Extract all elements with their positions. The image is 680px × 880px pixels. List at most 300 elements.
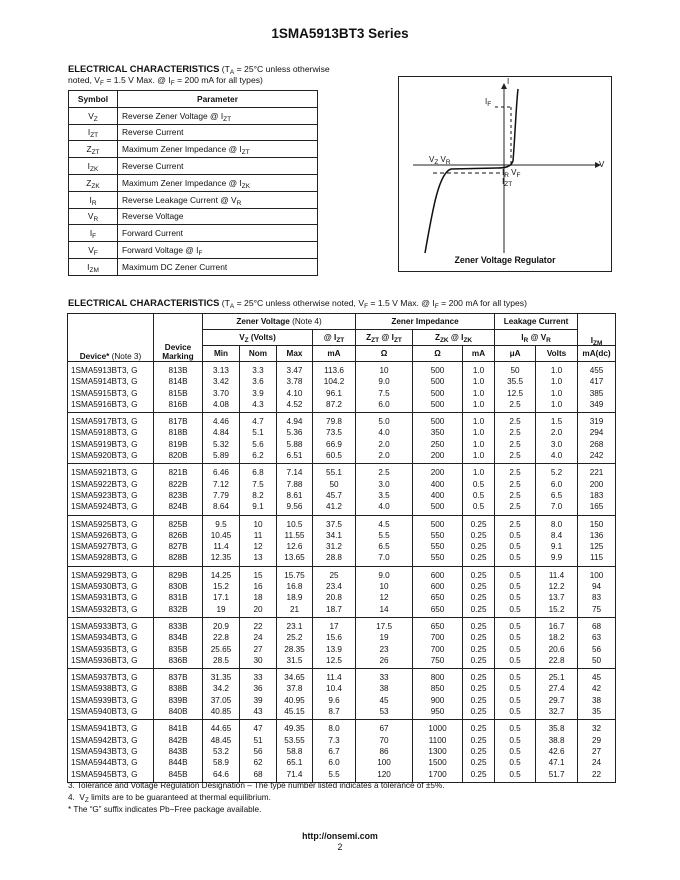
table-cell: 268 — [578, 439, 616, 450]
table-cell: 16.8 — [277, 581, 313, 592]
table-cell: 32 — [578, 720, 616, 735]
table-cell: 1.0 — [536, 388, 578, 399]
table-cell: 45 — [578, 669, 616, 684]
table-cell: 1SMA5938BT3, G — [68, 683, 154, 694]
page-number: 2 — [337, 842, 343, 852]
ua-header: μA — [495, 346, 536, 362]
table-cell: 34.1 — [313, 530, 356, 541]
table-cell: 49.35 — [277, 720, 313, 735]
table-cell: 0.25 — [463, 720, 495, 735]
table-cell: 4.0 — [536, 450, 578, 464]
table-cell: 22 — [578, 769, 616, 783]
table-cell: 5.5 — [356, 530, 413, 541]
table-cell: 1000 — [413, 720, 463, 735]
table-cell: 0.5 — [495, 706, 536, 720]
table-cell: 18.7 — [313, 604, 356, 618]
table-row — [68, 541, 616, 552]
table-cell: 417 — [578, 376, 616, 387]
table-cell: 7.79 — [203, 490, 240, 501]
table-cell: 39 — [240, 695, 277, 706]
table-cell: 1.0 — [463, 464, 495, 479]
table-cell: 1SMA5942BT3, G — [68, 735, 154, 746]
table-cell: 28.8 — [313, 552, 356, 566]
table-row — [68, 413, 616, 428]
table-cell: 11.4 — [313, 669, 356, 684]
table-cell: 53.55 — [277, 735, 313, 746]
table-cell: 13.9 — [313, 644, 356, 655]
table-cell: 62 — [240, 757, 277, 768]
table-cell: 1500 — [413, 757, 463, 768]
table-cell: 100 — [578, 566, 616, 581]
table-cell: 43 — [240, 706, 277, 720]
table-cell: 1.0 — [463, 399, 495, 413]
table-cell: 45 — [356, 695, 413, 706]
table-row — [68, 604, 616, 618]
table-cell: 818B — [154, 427, 203, 438]
table-cell: 28.35 — [277, 644, 313, 655]
table-cell: 9.9 — [536, 552, 578, 566]
table-row — [68, 515, 616, 530]
table-cell: 183 — [578, 490, 616, 501]
table-cell: 0.25 — [463, 683, 495, 694]
table-cell: 7.5 — [240, 479, 277, 490]
table-cell: 950 — [413, 706, 463, 720]
table-cell: 1SMA5931BT3, G — [68, 592, 154, 603]
table-row — [68, 757, 616, 768]
table-cell: 1SMA5915BT3, G — [68, 388, 154, 399]
table-cell: 830B — [154, 581, 203, 592]
table-cell: 38 — [356, 683, 413, 694]
table-cell: 1.0 — [536, 399, 578, 413]
table-cell: 1SMA5924BT3, G — [68, 501, 154, 515]
table-cell: 1SMA5930BT3, G — [68, 581, 154, 592]
table-cell: 821B — [154, 464, 203, 479]
table-cell: 67 — [356, 720, 413, 735]
table-cell: 23 — [356, 644, 413, 655]
table-cell: 0.5 — [463, 490, 495, 501]
table-cell: 6.7 — [313, 746, 356, 757]
table-cell: 8.7 — [313, 706, 356, 720]
table-cell: 17.1 — [203, 592, 240, 603]
table-cell: 51.7 — [536, 769, 578, 783]
table-cell: 1.5 — [536, 413, 578, 428]
zener-impedance-header: Zener Impedance — [356, 314, 495, 330]
table-cell: 14.25 — [203, 566, 240, 581]
table-cell: 150 — [578, 515, 616, 530]
madc-header: mA(dc) — [578, 346, 616, 362]
table-cell: 20.8 — [313, 592, 356, 603]
ma2-header: mA — [463, 346, 495, 362]
table-row — [68, 720, 616, 735]
table-cell: 3.6 — [240, 376, 277, 387]
table-cell: 87.2 — [313, 399, 356, 413]
table-cell: 8.61 — [277, 490, 313, 501]
zzt-header: $Z_{ZT}$ @ $I_{ZT}$ — [356, 330, 413, 346]
table-cell: 63 — [578, 632, 616, 643]
table-cell: 824B — [154, 501, 203, 515]
table-row — [68, 735, 616, 746]
table-cell: 700 — [413, 644, 463, 655]
table-cell: 1100 — [413, 735, 463, 746]
table-cell: 1.0 — [536, 376, 578, 387]
table-cell: 5.5 — [313, 769, 356, 783]
table-cell: 242 — [578, 450, 616, 464]
table-cell: 2.0 — [356, 450, 413, 464]
table-cell: 200 — [413, 450, 463, 464]
table-cell: 25.65 — [203, 644, 240, 655]
table-cell: 3.13 — [203, 362, 240, 377]
ec-heading-1-conditions: ($T_A = 25^\circ C$ unless otherwise noted, $V_F = 1.5$ V Max. @ $I_F = 200$ mA for all types) — [68, 64, 330, 87]
table-cell: 500 — [413, 362, 463, 377]
table-cell: 1SMA5918BT3, G — [68, 427, 154, 438]
table-cell: 12.5 — [495, 388, 536, 399]
table-cell: 13.65 — [277, 552, 313, 566]
table-cell: 349 — [578, 399, 616, 413]
footer-url[interactable]: http://onsemi.com — [302, 831, 378, 841]
table-cell: 815B — [154, 388, 203, 399]
table-cell: 0.5 — [495, 735, 536, 746]
table-cell: 2.5 — [495, 464, 536, 479]
table-row — [68, 376, 616, 387]
at-izt-header: @ $I_{ZT}$ — [313, 330, 356, 346]
table-cell: 27.4 — [536, 683, 578, 694]
table-cell: 104.2 — [313, 376, 356, 387]
device-header: Device* (Note 3) — [68, 314, 154, 362]
table-cell: 6.0 — [536, 479, 578, 490]
table-cell: 1SMA5933BT3, G — [68, 617, 154, 632]
graph-caption: Zener Voltage Regulator — [454, 255, 556, 265]
table-cell: 7.88 — [277, 479, 313, 490]
table-cell: 1.0 — [463, 439, 495, 450]
table-cell: 6.46 — [203, 464, 240, 479]
table-cell: 500 — [413, 388, 463, 399]
table-cell: 5.36 — [277, 427, 313, 438]
symbol-row: $V_Z$ Reverse Zener Voltage @ $I_{ZT}$ — [69, 107, 318, 124]
table-cell: 1SMA5928BT3, G — [68, 552, 154, 566]
table-cell: 5.6 — [240, 439, 277, 450]
symbol-row: $Z_{ZK}$ Maximum Zener Impedance @ $I_{ZK}$ — [69, 174, 318, 191]
table-cell: 6.51 — [277, 450, 313, 464]
table-cell: 28.5 — [203, 655, 240, 669]
table-row — [68, 362, 616, 377]
table-cell: 2.5 — [495, 399, 536, 413]
table-cell: 844B — [154, 757, 203, 768]
table-cell: 0.5 — [495, 530, 536, 541]
table-cell: 4.5 — [356, 515, 413, 530]
table-cell: 23.4 — [313, 581, 356, 592]
table-cell: 66.9 — [313, 439, 356, 450]
table-cell: 350 — [413, 427, 463, 438]
table-cell: 7.14 — [277, 464, 313, 479]
table-cell: 0.5 — [495, 695, 536, 706]
table-cell: 37.05 — [203, 695, 240, 706]
table-cell: 0.25 — [463, 757, 495, 768]
table-cell: 600 — [413, 581, 463, 592]
table-cell: 100 — [356, 757, 413, 768]
table-cell: 37.8 — [277, 683, 313, 694]
marking-header: Device Marking — [154, 314, 203, 362]
table-cell: 15 — [240, 566, 277, 581]
table-cell: 30 — [240, 655, 277, 669]
symbol-table — [68, 90, 318, 276]
note-3: 3. Tolerance and Voltage Regulation Designation – The type number listed indicates a tolerance of ±5%. — [68, 781, 445, 790]
table-cell: 0.25 — [463, 746, 495, 757]
table-cell: 4.52 — [277, 399, 313, 413]
table-cell: 6.5 — [356, 541, 413, 552]
table-cell: 13.7 — [536, 592, 578, 603]
table-cell: 12.2 — [536, 581, 578, 592]
table-cell: 9.6 — [313, 695, 356, 706]
table-row — [68, 530, 616, 541]
table-row — [68, 632, 616, 643]
table-cell: 826B — [154, 530, 203, 541]
table-cell: 8.2 — [240, 490, 277, 501]
table-cell: 0.25 — [463, 769, 495, 783]
table-cell: 0.25 — [463, 706, 495, 720]
table-row — [68, 695, 616, 706]
table-cell: 79.8 — [313, 413, 356, 428]
table-cell: 1.0 — [463, 450, 495, 464]
table-cell: 0.5 — [495, 566, 536, 581]
table-cell: 1SMA5929BT3, G — [68, 566, 154, 581]
table-cell: 0.5 — [495, 683, 536, 694]
table-cell: 841B — [154, 720, 203, 735]
table-cell: 1SMA5925BT3, G — [68, 515, 154, 530]
table-cell: 11.55 — [277, 530, 313, 541]
table-cell: 38 — [578, 695, 616, 706]
table-cell: 4.10 — [277, 388, 313, 399]
table-cell: 15.75 — [277, 566, 313, 581]
table-cell: 14 — [356, 604, 413, 618]
table-cell: 0.5 — [495, 655, 536, 669]
table-cell: 45.7 — [313, 490, 356, 501]
table-cell: 820B — [154, 450, 203, 464]
table-cell: 21 — [277, 604, 313, 618]
ma-header: mA — [313, 346, 356, 362]
table-cell: 2.5 — [495, 479, 536, 490]
table-cell: 35.8 — [536, 720, 578, 735]
table-cell: 823B — [154, 490, 203, 501]
table-row — [68, 655, 616, 669]
table-cell: 11.4 — [536, 566, 578, 581]
table-cell: 500 — [413, 399, 463, 413]
table-row — [68, 552, 616, 566]
footnotes — [68, 780, 445, 816]
table-cell: 35.5 — [495, 376, 536, 387]
max-header: Max — [277, 346, 313, 362]
table-cell: 18.2 — [536, 632, 578, 643]
electrical-characteristics-table — [67, 313, 616, 783]
table-cell: 834B — [154, 632, 203, 643]
table-cell: 50 — [578, 655, 616, 669]
table-cell: 4.84 — [203, 427, 240, 438]
table-cell: 0.25 — [463, 655, 495, 669]
table-cell: 8.0 — [536, 515, 578, 530]
table-cell: 47.1 — [536, 757, 578, 768]
table-cell: 750 — [413, 655, 463, 669]
table-cell: 20.9 — [203, 617, 240, 632]
leakage-current-header: Leakage Current — [495, 314, 578, 330]
table-cell: 6.5 — [536, 490, 578, 501]
table-cell: 42 — [578, 683, 616, 694]
table-cell: 1.0 — [463, 362, 495, 377]
table-cell: 2.0 — [356, 439, 413, 450]
table-cell: 10 — [356, 362, 413, 377]
table-cell: 42.6 — [536, 746, 578, 757]
table-cell: 13 — [240, 552, 277, 566]
table-cell: 700 — [413, 632, 463, 643]
table-cell: 5.32 — [203, 439, 240, 450]
table-cell: 47 — [240, 720, 277, 735]
table-cell: 25 — [313, 566, 356, 581]
table-cell: 1.0 — [536, 362, 578, 377]
table-cell: 1.0 — [463, 427, 495, 438]
table-cell: 825B — [154, 515, 203, 530]
table-cell: 2.5 — [495, 439, 536, 450]
table-cell: 0.25 — [463, 515, 495, 530]
table-cell: 73.5 — [313, 427, 356, 438]
table-cell: 0.25 — [463, 695, 495, 706]
table-cell: 550 — [413, 530, 463, 541]
table-cell: 813B — [154, 362, 203, 377]
table-cell: 4.46 — [203, 413, 240, 428]
table-cell: 27 — [240, 644, 277, 655]
table-cell: 50 — [495, 362, 536, 377]
table-cell: 200 — [413, 464, 463, 479]
table-cell: 0.5 — [495, 669, 536, 684]
table-cell: 83 — [578, 592, 616, 603]
table-cell: 842B — [154, 735, 203, 746]
table-cell: 1SMA5939BT3, G — [68, 695, 154, 706]
table-cell: 650 — [413, 592, 463, 603]
table-cell: 4.94 — [277, 413, 313, 428]
table-cell: 1SMA5916BT3, G — [68, 399, 154, 413]
table-cell: 33 — [356, 669, 413, 684]
ec-heading-1-title: ELECTRICAL CHARACTERISTICS — [68, 63, 220, 74]
table-cell: 60.5 — [313, 450, 356, 464]
table-cell: 19 — [356, 632, 413, 643]
table-cell: 1SMA5919BT3, G — [68, 439, 154, 450]
table-cell: 832B — [154, 604, 203, 618]
table-cell: 650 — [413, 604, 463, 618]
table-cell: 0.5 — [495, 757, 536, 768]
table-cell: 64.6 — [203, 769, 240, 783]
table-cell: 9.0 — [356, 376, 413, 387]
table-cell: 0.25 — [463, 604, 495, 618]
table-cell: 500 — [413, 376, 463, 387]
table-cell: 9.56 — [277, 501, 313, 515]
footer — [0, 831, 680, 853]
table-cell: 3.0 — [536, 439, 578, 450]
table-cell: 0.5 — [463, 501, 495, 515]
table-cell: 16 — [240, 581, 277, 592]
table-cell: 17 — [313, 617, 356, 632]
parameter-col-header: Parameter — [118, 91, 318, 108]
table-cell: 24 — [240, 632, 277, 643]
table-cell: 0.5 — [495, 592, 536, 603]
table-row — [68, 683, 616, 694]
table-cell: 0.25 — [463, 581, 495, 592]
table-row — [68, 581, 616, 592]
table-cell: 45.15 — [277, 706, 313, 720]
table-cell: 6.2 — [240, 450, 277, 464]
table-cell: 3.42 — [203, 376, 240, 387]
table-cell: 8.4 — [536, 530, 578, 541]
table-cell: 115 — [578, 552, 616, 566]
table-cell: 34.65 — [277, 669, 313, 684]
table-cell: 40.95 — [277, 695, 313, 706]
table-cell: 2.0 — [536, 427, 578, 438]
table-cell: 68 — [578, 617, 616, 632]
table-cell: 1SMA5914BT3, G — [68, 376, 154, 387]
table-cell: 15.2 — [203, 581, 240, 592]
table-cell: 70 — [356, 735, 413, 746]
zzk-header: $Z_{ZK}$ @ $I_{ZK}$ — [413, 330, 495, 346]
table-cell: 3.47 — [277, 362, 313, 377]
table-row — [68, 592, 616, 603]
table-cell: 550 — [413, 541, 463, 552]
table-cell: 5.1 — [240, 427, 277, 438]
symbol-row: $Z_{ZT}$ Maximum Zener Impedance @ $I_{ZT}$ — [69, 141, 318, 158]
table-cell: 1SMA5937BT3, G — [68, 669, 154, 684]
table-cell: 24 — [578, 757, 616, 768]
table-cell: 0.5 — [495, 644, 536, 655]
table-cell: 7.5 — [356, 388, 413, 399]
table-cell: 40.85 — [203, 706, 240, 720]
table-cell: 31.35 — [203, 669, 240, 684]
table-cell: 75 — [578, 604, 616, 618]
table-cell: 294 — [578, 427, 616, 438]
symbol-row: $I_R$ Reverse Leakage Current @ $V_R$ — [69, 191, 318, 208]
table-cell: 22.8 — [536, 655, 578, 669]
table-cell: 5.2 — [536, 464, 578, 479]
table-cell: 36 — [240, 683, 277, 694]
table-cell: 0.5 — [495, 769, 536, 783]
table-cell: 814B — [154, 376, 203, 387]
table-row — [68, 566, 616, 581]
table-cell: 0.5 — [495, 617, 536, 632]
table-cell: 136 — [578, 530, 616, 541]
table-cell: 9.1 — [536, 541, 578, 552]
table-cell: 816B — [154, 399, 203, 413]
table-cell: 3.0 — [356, 479, 413, 490]
table-cell: 68 — [240, 769, 277, 783]
table-row — [68, 669, 616, 684]
table-cell: 827B — [154, 541, 203, 552]
table-cell: 500 — [413, 501, 463, 515]
table-cell: 2.5 — [356, 464, 413, 479]
table-cell: 831B — [154, 592, 203, 603]
table-cell: 12 — [356, 592, 413, 603]
table-cell: 19 — [203, 604, 240, 618]
symbol-row: $I_{ZM}$ Maximum DC Zener Current — [69, 258, 318, 275]
table-cell: 0.25 — [463, 541, 495, 552]
table-cell: 0.25 — [463, 617, 495, 632]
table-cell: 12.6 — [277, 541, 313, 552]
table-cell: 8.64 — [203, 501, 240, 515]
table-cell: 9.0 — [356, 566, 413, 581]
table-cell: 20 — [240, 604, 277, 618]
table-row — [68, 501, 616, 515]
table-cell: 1SMA5921BT3, G — [68, 464, 154, 479]
table-cell: 22 — [240, 617, 277, 632]
vz-volts-header: $V_Z$ (Volts) — [203, 330, 313, 346]
table-cell: 12.5 — [313, 655, 356, 669]
table-body — [68, 362, 616, 783]
table-cell: 58.9 — [203, 757, 240, 768]
ec-heading-2-conditions: ($T_A = 25^\circ C$ unless otherwise noted, $V_F = 1.5$ V Max. @ $I_F = 200$ mA for all types) — [221, 298, 527, 310]
table-cell: 55.1 — [313, 464, 356, 479]
